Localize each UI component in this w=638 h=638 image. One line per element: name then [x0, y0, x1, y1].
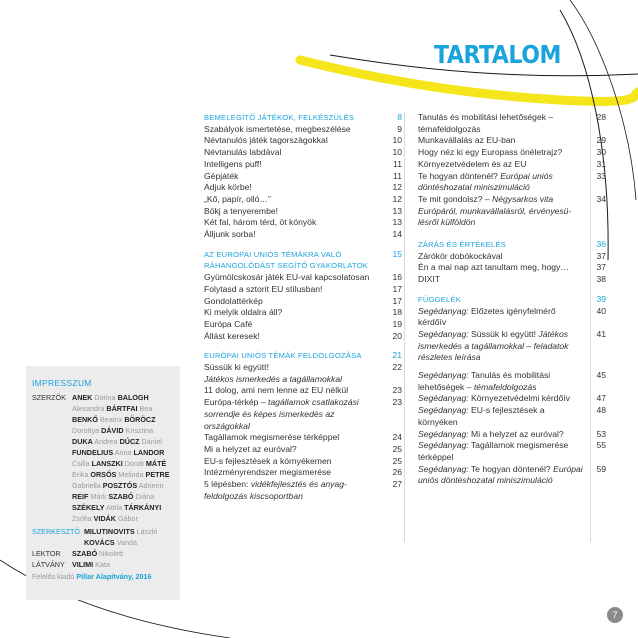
person-first-name: Bea: [139, 404, 153, 413]
person-last-name: DÁVID: [101, 426, 124, 435]
toc-entry: Segédanyag: Környezetvédelmi kérdőív 47: [418, 393, 606, 404]
toc-entry: Szabályok ismertetése, megbeszélése 9: [204, 123, 402, 134]
toc-entry: Európa Café 19: [204, 318, 402, 329]
person-last-name: MÁTÉ: [145, 459, 167, 468]
column-divider: [404, 112, 405, 542]
toc-entry: Környezetvédelem és az EU 31: [418, 158, 606, 169]
editor-list: [84, 526, 174, 548]
toc-entry: Bökj a tenyerembe! 13: [204, 205, 402, 216]
toc-entry: Süssük ki együtt! 22: [204, 362, 402, 373]
toc-entry: Gyümölcskosár játék EU-val kapcsolatosan 16: [204, 272, 402, 283]
toc-entry: EU-s fejlesztések a környékemen 25: [204, 455, 402, 466]
toc-section: ZÁRÁS ÉS ÉRTÉKELÉS 36: [418, 239, 606, 250]
toc-entry: Európa-térkép – tagállamok csatlakozási sorrendje és képes ismerkedés az országokkal 23: [204, 397, 402, 431]
toc-entry: Munkavállalás az EU-ban 29: [418, 135, 606, 146]
person-last-name: BÖRÖCZ: [124, 415, 156, 424]
person-first-name: Diána: [135, 492, 155, 501]
person-first-name: Dorottya: [72, 426, 100, 435]
person-first-name: Alexandra: [72, 404, 105, 413]
toc-entry: Tagállamok megismerése térképpel 24: [204, 432, 402, 443]
toc-entry: Intézményrendszer megismerése 26: [204, 467, 402, 478]
person-first-name: Márk: [90, 492, 107, 501]
person-last-name: FUNDELIUS: [72, 448, 114, 457]
person-last-name: ANEK: [72, 393, 93, 402]
person-first-name: Beatrix: [99, 415, 123, 424]
impresszum-authors: SZERZŐK ANEK Dorina BALOGH Alexandra BÁRTFAI Bea BENKŐ Beatrix BÖRÖCZ Dorottya DÁVID Krisztina DUKA Andrea DÚCZ Dániel FUNDELIUS Anna LANDOR Csilla LANSZKI Donát MÁTÉ Erika ORSÓS Melinda PETRE Gabriella POSZTÓS Adrienn REIF Márk SZABÓ Diána SZÉKELY Attila TÁRKÁNYI Zsófia VIDÁK Gábor: [32, 392, 174, 524]
impresszum-publisher: Felelős kiadó Pillar Alapítvány, 2016: [32, 572, 152, 581]
person-last-name: LANSZKI: [91, 459, 123, 468]
person-last-name: LANDOR: [133, 448, 165, 457]
toc-entry: Névtanulás labdával 10: [204, 147, 402, 158]
toc-entry: Segédanyag: EU-s fejlesztések a környéken 48: [418, 405, 606, 427]
person-first-name: Anna: [114, 448, 132, 457]
toc-entry: Intelligens puff! 11: [204, 158, 402, 169]
person-last-name: VIDÁK: [93, 514, 116, 523]
toc-entry: 11 dolog, ami nem lenne az EU nélkül 23: [204, 385, 402, 396]
person-first-name: Csilla: [72, 459, 90, 468]
toc-entry: Segédanyag: Te hogyan döntenél? Európai uniós döntéshozatal miniszimuláció 59: [418, 463, 606, 486]
person-first-name: Gabriella: [72, 481, 101, 490]
toc-entry: Folytasd a sztorit EU stílusban! 17: [204, 283, 402, 294]
person-last-name: DÚCZ: [119, 437, 140, 446]
person-first-name: László: [136, 527, 158, 536]
person-last-name: REIF: [72, 492, 89, 501]
toc-entry: Ki melyik oldalra áll? 18: [204, 307, 402, 318]
toc-entry: Adjuk körbe! 12: [204, 182, 402, 193]
toc-entry: Hogy néz ki egy Europass önéletrajz? 30: [418, 147, 606, 158]
toc-entry: „Kő, papír, olló…” 12: [204, 193, 402, 204]
person-last-name: SZABÓ: [108, 492, 134, 501]
toc-entry: Tanulás és mobilitási lehetőségek – témafeldolgozás 28: [418, 112, 606, 134]
impresszum-lektor: LEKTOR SZABÓ Nikolett: [32, 549, 124, 558]
toc-entry: Mi a helyzet az euróval? 25: [204, 443, 402, 454]
person-first-name: Dorina: [94, 393, 116, 402]
person-last-name: BALOGH: [117, 393, 149, 402]
impresszum-editor: SZERKESZTŐ MILUTINOVITS László KOVÁCS Vanda: [32, 526, 174, 548]
impresszum-title: IMPRESSZUM: [32, 378, 92, 388]
author-list: [72, 392, 174, 524]
person-last-name: KOVÁCS: [83, 538, 115, 547]
toc-section: FÜGGELÉK 39: [418, 293, 606, 304]
toc-entry: Te hogyan döntenél? Európai uniós döntéshozatal miniszimuláció 33: [418, 170, 606, 193]
person-first-name: Krisztina: [125, 426, 154, 435]
toc-entry: Névtanulós játék tagorszàgokkal 10: [204, 135, 402, 146]
toc-section: EURÓPAI UNIÓS TÉMÁK FELDOLGOZÁSA 21: [204, 350, 402, 361]
toc-entry: Játékos ismerkedés a tagállamokkal: [204, 373, 343, 384]
person-first-name: Andrea: [94, 437, 118, 446]
person-last-name: DUKA: [72, 437, 93, 446]
person-first-name: Dániel: [141, 437, 162, 446]
person-last-name: MILUTINOVITS: [83, 527, 135, 536]
person-first-name: Donát: [124, 459, 144, 468]
toc-entry: Álljunk sorba! 14: [204, 229, 402, 240]
person-first-name: Erika: [72, 470, 89, 479]
person-last-name: POSZTÓS: [102, 481, 138, 490]
person-first-name: Adrienn: [138, 481, 164, 490]
person-last-name: BÁRTFAI: [106, 404, 138, 413]
person-first-name: Melinda: [118, 470, 144, 479]
toc-left-column: [204, 112, 402, 503]
toc-right-column: [418, 112, 606, 487]
toc-entry: Segédanyag: Süssük ki együtt! Játékos ismerkedés a tagállamokkal – feladatok részletes leírása 41: [418, 328, 606, 363]
toc-entry: Segédanyag: Előzetes igényfelmérő kérdőív 40: [418, 305, 606, 328]
person-first-name: Gábor: [117, 514, 138, 523]
person-first-name: Attila: [106, 503, 123, 512]
toc-entry: Gondolattérkép 17: [204, 295, 402, 306]
person-last-name: BENKŐ: [72, 415, 98, 424]
person-last-name: PETRE: [145, 470, 170, 479]
toc-entry: Segédanyag: Mi a helyzet az euróval? 53: [418, 428, 606, 439]
toc-entry: Gépjáték 11: [204, 170, 402, 181]
toc-entry: Zárókör dobókockával 37: [418, 250, 606, 261]
person-last-name: TÁRKÁNYI: [124, 503, 162, 512]
toc-entry: DIXIT 38: [418, 274, 606, 285]
page-number-badge: 7: [607, 607, 623, 623]
person-first-name: Vanda: [116, 538, 137, 547]
toc-section: AZ EURÓPAI UNIÓS TÉMÁKRA VALÓ RÁHANGOLÓDÁST SEGÍTŐ GYAKORLATOK 15: [204, 248, 402, 271]
toc-entry: Két fal, három térd, öt könyök 13: [204, 217, 402, 228]
toc-entry: Segédanyag: Tanulás és mobilitási lehetőségek – témafeldolgozás 45: [418, 370, 606, 392]
toc-entry: Én a mai nap azt tanultam meg, hogy… 37: [418, 262, 606, 273]
toc-section: BEMELEGÍTŐ JÁTÉKOK, FELKÉSZÜLÉS 8: [204, 112, 402, 122]
page-title: TARTALOM: [434, 40, 561, 69]
person-last-name: ORSÓS: [90, 470, 117, 479]
person-last-name: SZÉKELY: [72, 503, 105, 512]
toc-entry: Állást keresek! 20: [204, 330, 402, 341]
toc-entry: Segédanyag: Tagállamok megismerése térképpel 55: [418, 440, 606, 462]
impresszum-box: [26, 366, 180, 600]
toc-entry: 5 lépésben: vidékfejlesztés és anyag-feldolgozás kiscsoportban 27: [204, 479, 402, 501]
toc-entry: Te mit gondolsz? – Négysarkos vita Európáról, munkavállalásról, érvényesü-lésről külföldön 34: [418, 193, 606, 228]
impresszum-latvany: LÁTVÁNY VILIMI Kata: [32, 560, 110, 569]
person-first-name: Zsófia: [72, 514, 92, 523]
